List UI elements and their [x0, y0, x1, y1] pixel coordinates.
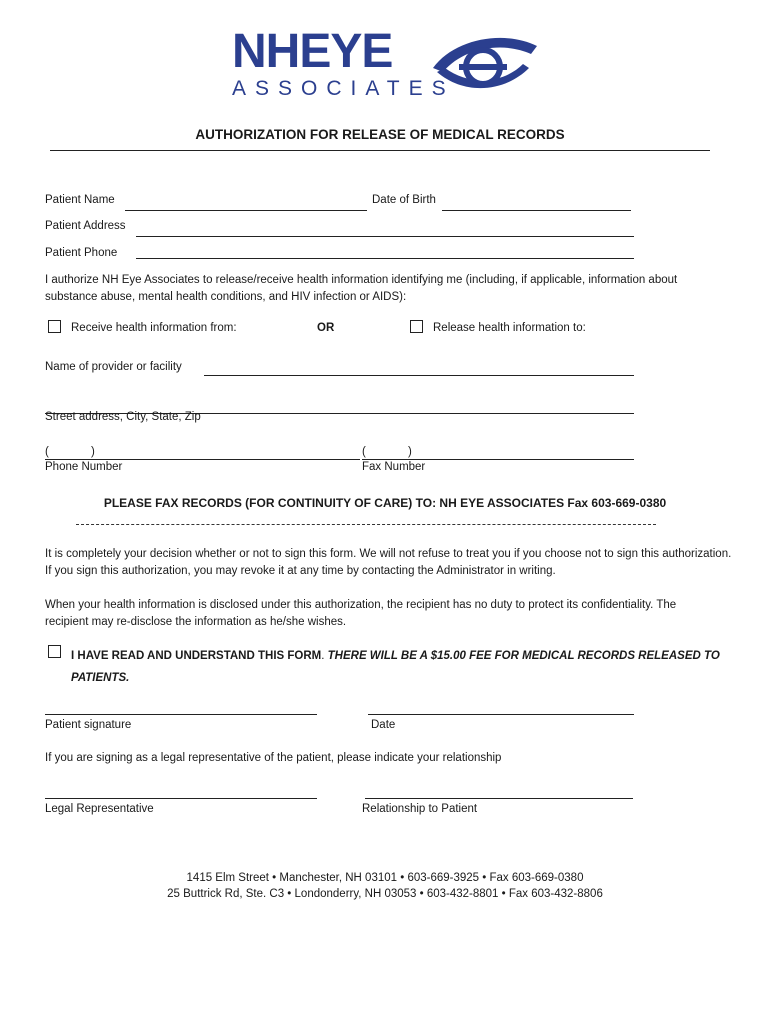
disclosure-text: When your health information is disclosed under this authorization, the recipient has no duty to protect its confidentiality. The recipient may re-disclose the information as he/she wishes.: [45, 599, 677, 628]
provider-name-field[interactable]: [204, 375, 634, 376]
or-label: OR: [317, 322, 335, 334]
dashed-divider: [76, 524, 656, 525]
acknowledge-period: .: [321, 650, 325, 662]
legal-rep-text: If you are signing as a legal representative of the patient, please indicate your relationship: [45, 752, 502, 764]
phone-paren-open: (: [45, 446, 49, 458]
logo-sub-text: ASSOCIATES: [232, 77, 455, 100]
patient-address-field[interactable]: [136, 236, 634, 237]
date-of-birth-field[interactable]: [442, 210, 631, 211]
release-checkbox[interactable]: [410, 320, 423, 333]
patient-phone-field[interactable]: [136, 258, 634, 259]
provider-address-label: Street address, City, State, Zip: [45, 411, 201, 423]
footer-address-londonderry: 25 Buttrick Rd, Ste. C3 • Londonderry, NH 03053 • 603-432-8801 • Fax 603-432-8806: [167, 888, 603, 900]
provider-name-label: Name of provider or facility: [45, 361, 182, 373]
authorize-text: I authorize NH Eye Associates to release/receive health information identifying me (including, if applicable, information about substance abuse, mental health conditions, and HIV infection or AIDS):: [45, 274, 678, 303]
patient-name-field[interactable]: [125, 210, 367, 211]
date-field[interactable]: [368, 714, 634, 715]
fee-notice: THERE WILL BE A $15.00 FEE FOR MEDICAL RECORDS RELEASED TO PATIENTS.: [71, 650, 720, 684]
decision-text: It is completely your decision whether or not to sign this form. We will not refuse to treat you if you choose not to sign this authorization. If you sign this authorization, you may revoke it at any time by contacting the Administrator in writing.: [45, 548, 732, 577]
fax-paren-close: ): [408, 446, 412, 458]
fax-notice: PLEASE FAX RECORDS (FOR CONTINUITY OF CARE) TO: NH EYE ASSOCIATES Fax 603-669-0380: [103, 496, 667, 510]
date-of-birth-label: Date of Birth: [372, 194, 436, 206]
relationship-field[interactable]: [365, 798, 633, 799]
patient-signature-field[interactable]: [45, 714, 317, 715]
receive-checkbox[interactable]: [48, 320, 61, 333]
relationship-label: Relationship to Patient: [362, 803, 478, 815]
fax-number-field[interactable]: [362, 459, 634, 460]
acknowledge-text: [71, 645, 726, 689]
legal-representative-field[interactable]: [45, 798, 317, 799]
patient-address-label: Patient Address: [45, 220, 126, 232]
phone-number-field[interactable]: [45, 459, 360, 460]
title-rule: [50, 150, 710, 151]
receive-label: Receive health information from:: [71, 322, 237, 334]
patient-name-label: Patient Name: [45, 194, 115, 206]
phone-number-label: Phone Number: [45, 461, 123, 473]
date-label: Date: [371, 719, 396, 731]
logo: [230, 25, 540, 100]
acknowledge-bold: I HAVE READ AND UNDERSTAND THIS FORM: [71, 650, 322, 662]
phone-paren-close: ): [91, 446, 95, 458]
fax-paren-open: (: [362, 446, 366, 458]
fax-number-label: Fax Number: [362, 461, 426, 473]
form-title: AUTHORIZATION FOR RELEASE OF MEDICAL RECORDS: [195, 127, 565, 142]
footer-address-manchester: 1415 Elm Street • Manchester, NH 03101 • 603-669-3925 • Fax 603-669-0380: [186, 872, 584, 884]
logo-main-text: NHEYE: [232, 25, 393, 78]
acknowledge-checkbox[interactable]: [48, 645, 61, 658]
patient-phone-label: Patient Phone: [45, 247, 118, 259]
legal-representative-label: Legal Representative: [45, 803, 154, 815]
patient-signature-label: Patient signature: [45, 719, 132, 731]
release-label: Release health information to:: [433, 322, 586, 334]
